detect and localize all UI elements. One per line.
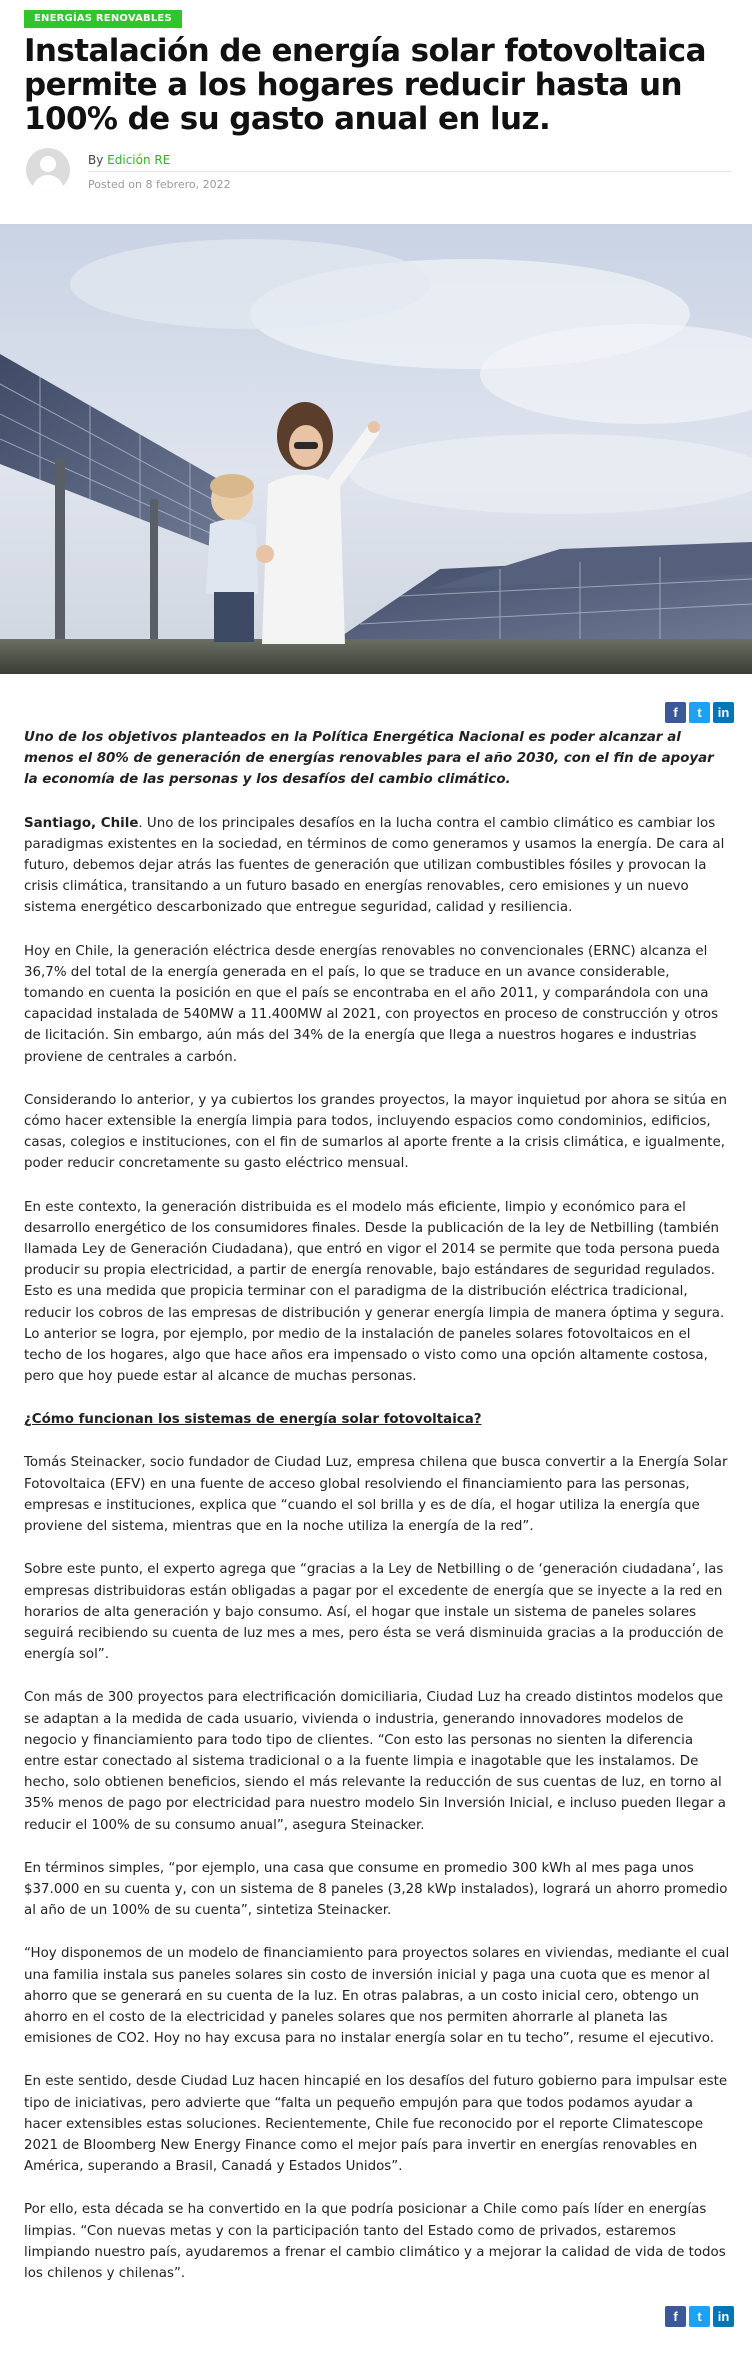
paragraph: En términos simples, “por ejemplo, una casa que consume en promedio 300 kWh al mes paga unos $37.000 en su cuenta y, con un sistema de 8 paneles (3,28 kWp instalados), logrará un ahorro promedio al año de un 100% de su cuenta”, sintetiza Steinacker. bbox=[24, 1860, 728, 1919]
divider bbox=[88, 171, 732, 172]
paragraph: Tomás Steinacker, socio fundador de Ciudad Luz, empresa chilena que busca convertir a la Energía Solar Fotovoltaica (EFV) en una fuente de acceso global resolviendo el financiamiento para las personas, empresas e instituciones, explica que “cuando el sol brilla y es de día, el hogar utiliza la energía que proviene del sistema, mientras que en la noche utiliza la energía de la red”. bbox=[24, 1455, 728, 1535]
share-bar-top bbox=[0, 702, 752, 723]
byline bbox=[88, 153, 170, 167]
intro-paragraph: Uno de los objetivos planteados en la Política Energética Nacional es poder alcanzar al menos el 80% de generación de energías renovables para el año 2030, con el fin de apoyar la economía de las personas y los desafíos del cambio climático. bbox=[24, 730, 714, 788]
post-date: Posted on 8 febrero, 2022 bbox=[88, 178, 231, 191]
paragraph: Sobre este punto, el experto agrega que “gracias a la Ley de Netbilling o de ‘generación ciudadana’, las empresas distribuidoras están obligadas a pagar por el excedente de energía que se inyecte a la red en horarios de alta generación y bajo consumo. Así, el hogar que instale un sistema de paneles solares seguirá recibiendo su cuenta de luz mes a mes, pero ésta se verá disminuida gracias a la producción de energía sol”. bbox=[24, 1562, 724, 1663]
article-title: Instalación de energía solar fotovoltaica permite a los hogares reducir hasta un 100% de su gasto anual en luz. bbox=[24, 33, 706, 137]
hero-image bbox=[0, 224, 752, 674]
twitter-icon[interactable]: t bbox=[689, 702, 710, 723]
author-link[interactable]: Edición RE bbox=[107, 153, 171, 167]
share-bar-bottom bbox=[0, 2306, 752, 2327]
author-row bbox=[24, 148, 732, 196]
paragraph bbox=[24, 813, 732, 919]
avatar-icon bbox=[26, 148, 70, 192]
linkedin-icon[interactable]: in bbox=[713, 2306, 734, 2327]
section-heading: ¿Cómo funcionan los sistemas de energía solar fotovoltaica? bbox=[24, 1412, 482, 1428]
facebook-icon[interactable]: f bbox=[665, 2306, 686, 2327]
paragraph: En este sentido, desde Ciudad Luz hacen hincapié en los desafíos del futuro gobierno para impulsar este tipo de iniciativas, pero advierte que “falta un pequeño empujón para que todos podamos ayudar a hacer extensibles estas soluciones. Recientemente, Chile fue reconocido por el reporte Climatescope 2021 de Bloomberg New Energy Finance como el mejor país para invertir en energías renovables en América, superando a Brasil, Canadá y Estados Unidos”. bbox=[24, 2074, 728, 2175]
paragraph: Por ello, esta década se ha convertido en la que podría posicionar a Chile como país líder en energías limpias. “Con nuevas metas y con la participación tanto del Estado como de privados, estaremos limpiando nuestro país, ayudaremos a frenar el cambio climático y a mejorar la calidad de vida de todos los chilenos y chilenas”. bbox=[24, 2202, 726, 2281]
paragraph-text: . Uno de los principales desafíos en la lucha contra el cambio climático es cambiar los paradigmas existentes en la sociedad, en términos de como generamos y usamos la energía. De cara al futuro, debemos dejar atrás las fuentes de generación que utilizan combustibles fósiles y provocan la crisis climática, transitando a un futuro basado en energías renovables, cero emisiones y un nuevo sistema energético descarbonizado que entregue seguridad, calidad y resiliencia. bbox=[24, 815, 725, 916]
paragraph: “Hoy disponemos de un modelo de financiamiento para proyectos solares en viviendas, mediante el cual una familia instala sus paneles solares sin costo de inversión inicial y paga una cuota que es menor al ahorro que se generará en su cuenta de la luz. En otras palabras, a un costo inicial cero, obtengo un ahorro en el costo de la electricidad y paneles solares que nos permiten ahorrarle al planeta las emisiones de CO2. Hoy no hay excusa para no instalar energía solar en tu techo”, resume el ejecutivo. bbox=[24, 1946, 730, 2047]
article-body bbox=[0, 727, 752, 2284]
paragraph: Considerando lo anterior, y ya cubiertos los grandes proyectos, la mayor inquietud por ahora se sitúa en cómo hacer extensible la energía limpia para todos, incluyendo espacios como condominios, edificios, casas, colegios e instituciones, con el fin de sumarlos al aporte frente a la crisis climática, e igualmente, poder reducir concretamente su gasto eléctrico mensual. bbox=[24, 1092, 727, 1172]
twitter-icon[interactable]: t bbox=[689, 2306, 710, 2327]
paragraph: En este contexto, la generación distribuida es el modelo más eficiente, limpio y económico para el desarrollo energético de los consumidores finales. Desde la publicación de la ley de Netbilling (también llamada Ley de Generación Ciudadana), que entró en vigor el 2014 se permite que toda persona pueda producir su propia electricidad, a partir de energía renovable, bajo estándares de seguridad regulados. Esto es una medida que propicia terminar con el paradigma de la distribución eléctrica tradicional, reducir los cobros de las empresas de distribución y generar energía limpia de manera óptima y segura. Lo anterior se logra, por ejemplo, por medio de la instalación de paneles solares fotovoltaicos en el techo de los hogares, algo que hace años era impensado o visto como una opción altamente costosa, pero que hoy puede estar al alcance de muchas personas. bbox=[24, 1199, 725, 1385]
category-badge[interactable]: ENERGÍAS RENOVABLES bbox=[24, 10, 182, 28]
byline-prefix: By bbox=[88, 153, 104, 167]
paragraph: Con más de 300 proyectos para electrificación domiciliaria, Ciudad Luz ha creado distintos modelos que se adaptan a la medida de cada usuario, vivienda o industria, generando innovadores modelos de negocio y financiamiento para todo tipo de clientes. “Con esto las personas no sienten la diferencia entre estar conectado al sistema tradicional o a la fuente limpia e inagotable que les instalamos. De hecho, solo obtienen beneficios, siendo el más relevante la reducción de sus cuentas de luz, en torno al 35% menos de pago por electricidad para nuestro modelo Sin Inversión Inicial, e incluso pueden llegar a reducir el 100% de su consumo anual”, asegura Steinacker. bbox=[24, 1690, 726, 1833]
facebook-icon[interactable]: f bbox=[665, 702, 686, 723]
linkedin-icon[interactable]: in bbox=[713, 702, 734, 723]
paragraph: Hoy en Chile, la generación eléctrica desde energías renovables no convencionales (ERNC) alcanza el 36,7% del total de la energía generada en el país, lo que se traduce en un avance considerable, tomando en cuenta la posición en que el país se encontraba en el año 2011, y comparándola con una capacidad instalada de 540MW a 11.400MW al 2021, con proyectos en proceso de construcción y otros de licitación. Sin embargo, aún más del 34% de la energía que llega a nuestros hogares e industrias proviene de centrales a carbón. bbox=[24, 943, 719, 1065]
dateline: Santiago, Chile bbox=[24, 815, 139, 831]
